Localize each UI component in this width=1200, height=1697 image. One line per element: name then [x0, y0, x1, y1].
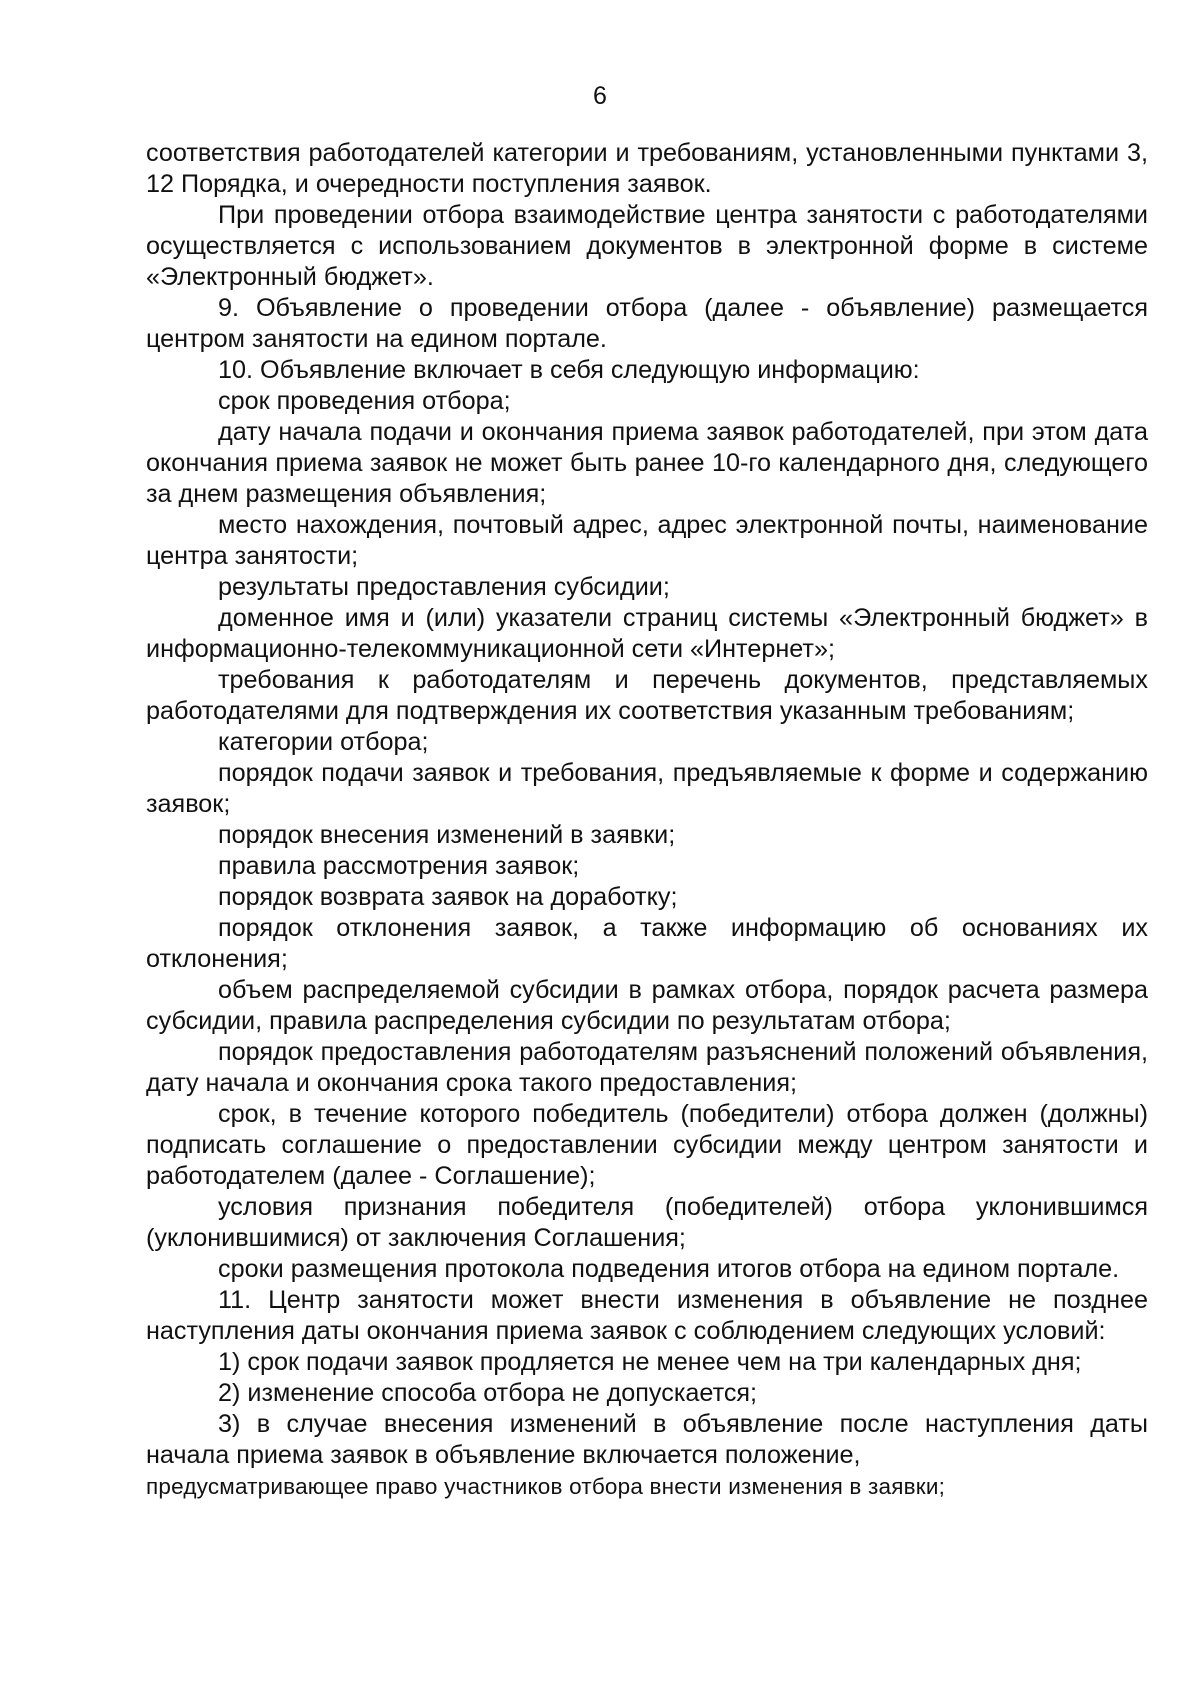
paragraph: правила рассмотрения заявок;: [218, 852, 580, 880]
paragraph: условия признания победителя (победителей) отбора уклонившимся (уклонившимися) от заключения Соглашения;: [146, 1193, 1148, 1252]
paragraph: место нахождения, почтовый адрес, адрес электронной почты, наименование центра занятости;: [146, 511, 1148, 570]
paragraph: срок, в течение которого победитель (победители) отбора должен (должны) подписать соглашение о предоставлении субсидии между центром занятости и работодателем (далее - Соглашение);: [146, 1100, 1148, 1190]
paragraph: сроки размещения протокола подведения итогов отбора на едином портале.: [218, 1255, 1120, 1283]
page-number: 6: [593, 82, 607, 110]
paragraph: 1) срок подачи заявок продляется не менее чем на три календарных дня;: [218, 1348, 1082, 1376]
paragraph: категории отбора;: [218, 728, 429, 756]
paragraph: 3) в случае внесения изменений в объявление после наступления даты начала приема заявок в объявление включается положение,: [146, 1410, 1148, 1469]
paragraph: результаты предоставления субсидии;: [218, 573, 670, 601]
paragraph: 11. Центр занятости может внести изменения в объявление не позднее наступления даты окончания приема заявок с соблюдением следующих условий:: [146, 1286, 1148, 1345]
paragraph: При проведении отбора взаимодействие центра занятости с работодателями осуществляется с использованием документов в электронной форме в системе «Электронный бюджет».: [146, 201, 1148, 291]
paragraph: 10. Объявление включает в себя следующую информацию:: [218, 356, 920, 384]
paragraph: порядок отклонения заявок, а также информацию об основаниях их отклонения;: [146, 914, 1148, 973]
paragraph: 9. Объявление о проведении отбора (далее - объявление) размещается центром занятости на едином портале.: [146, 294, 1148, 353]
paragraph: требования к работодателям и перечень документов, представляемых работодателями для подтверждения их соответствия указанным требованиям;: [146, 666, 1148, 725]
paragraph: порядок возврата заявок на доработку;: [218, 883, 678, 911]
paragraph: объем распределяемой субсидии в рамках отбора, порядок расчета размера субсидии, правила распределения субсидии по результатам отбора;: [146, 976, 1148, 1035]
paragraph: срок проведения отбора;: [218, 387, 511, 415]
document-body: [146, 138, 1148, 1502]
paragraph: соответствия работодателей категории и требованиям, установленными пунктами 3, 12 Порядка, и очередности поступления заявок.: [146, 139, 1148, 198]
paragraph: порядок подачи заявок и требования, предъявляемые к форме и содержанию заявок;: [146, 759, 1148, 818]
paragraph: дату начала подачи и окончания приема заявок работодателей, при этом дата окончания приема заявок не может быть ранее 10-го календарного дня, следующего за днем размещения объявления;: [146, 418, 1148, 508]
paragraph: 2) изменение способа отбора не допускается;: [218, 1379, 758, 1407]
paragraph: порядок внесения изменений в заявки;: [218, 821, 676, 849]
paragraph: доменное имя и (или) указатели страниц системы «Электронный бюджет» в информационно-телекоммуникационной сети «Интернет»;: [146, 604, 1148, 663]
paragraph: предусматривающее право участников отбора внести изменения в заявки;: [146, 1474, 946, 1499]
paragraph: порядок предоставления работодателям разъяснений положений объявления, дату начала и окончания срока такого предоставления;: [146, 1038, 1148, 1097]
